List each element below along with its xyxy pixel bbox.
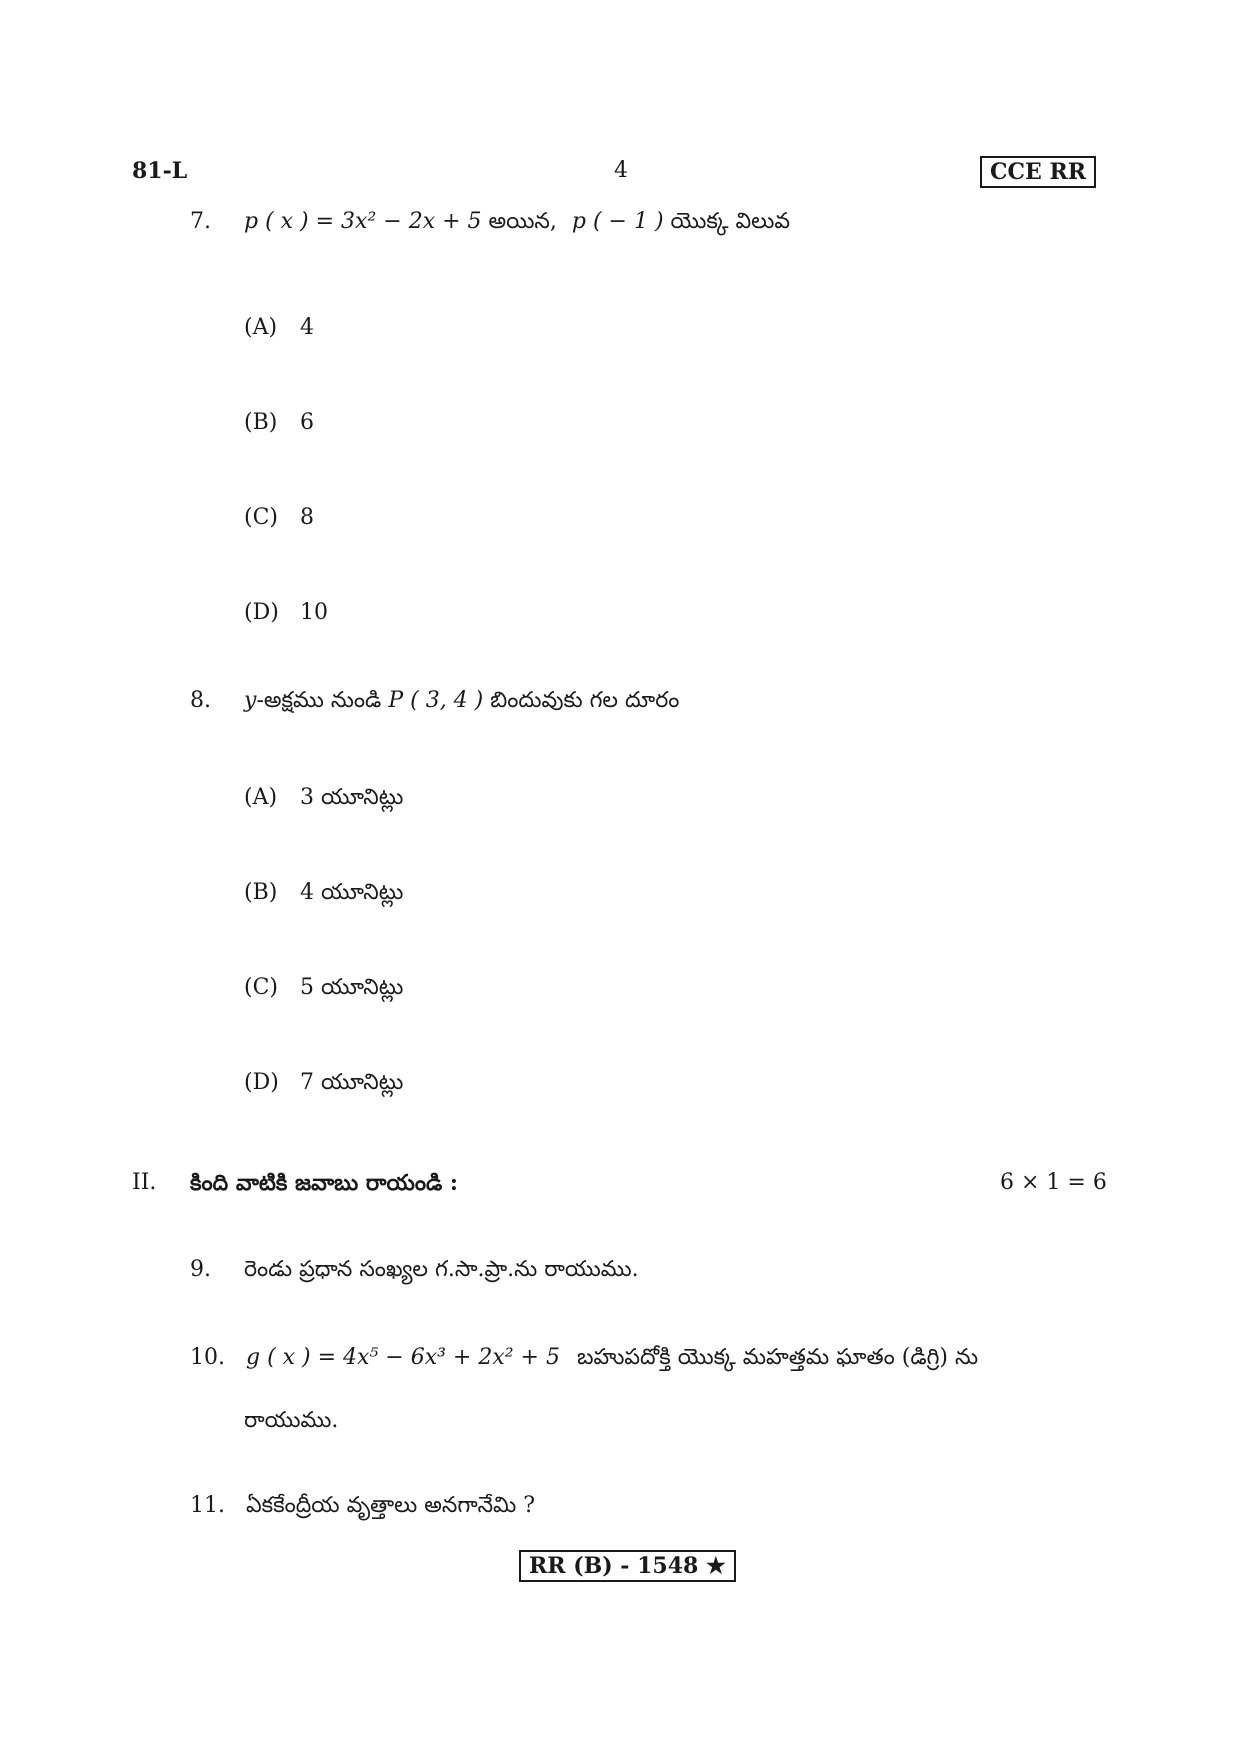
option-text: 10 [300, 600, 328, 625]
question-8 [190, 688, 679, 718]
option-letter: (D) [244, 600, 279, 625]
option-7b [244, 410, 314, 435]
option-8a [244, 785, 403, 815]
question-7-expression: p ( x ) = 3x² − 2x + 5 [244, 209, 482, 234]
option-letter: (B) [244, 410, 278, 435]
option-text: 8 [300, 505, 314, 530]
question-11 [190, 1493, 535, 1523]
question-9-text: రెండు ప్రధాన సంఖ్యల గ.సా.ప్రా.ను రాయుము. [244, 1257, 639, 1282]
option-letter: (C) [244, 975, 278, 1000]
option-text: 4 యూనిట్లు [300, 880, 404, 905]
option-8b [244, 880, 403, 910]
section-numeral: II. [132, 1170, 157, 1195]
question-10-text-1: బహుపదోక్తి యొక్క మహత్తమ ఘాతం (డిగ్రి) ను [576, 1345, 979, 1370]
question-number: 8. [190, 688, 211, 713]
question-number: 10. [190, 1345, 225, 1370]
question-11-text: ఏకకేంద్రీయ వృత్తాలు అనగానేమి ? [246, 1493, 536, 1518]
question-number: 9. [190, 1257, 211, 1282]
option-letter: (B) [244, 880, 278, 905]
option-7c [244, 505, 314, 530]
question-10-expression: g ( x ) = 4x⁵ − 6x³ + 2x² + 5 [246, 1345, 560, 1370]
series-box: CCE RR [980, 156, 1096, 188]
option-8d [244, 1070, 403, 1100]
question-10 [190, 1345, 978, 1375]
footer-code-box: RR (B) - 1548 ★ [519, 1550, 736, 1582]
option-text: 7 యూనిట్లు [300, 1070, 404, 1095]
option-letter: (A) [244, 315, 278, 340]
question-8-variable: y [244, 688, 257, 713]
option-letter: (D) [244, 1070, 279, 1095]
option-7a [244, 315, 314, 340]
paper-code: 81-L [132, 158, 188, 184]
question-9 [190, 1257, 639, 1287]
option-text: 4 [300, 315, 314, 340]
section-title: కింది వాటికి జవాబు రాయండి : [190, 1170, 459, 1196]
question-8-expression: P ( 3, 4 ) [388, 688, 484, 713]
question-7 [190, 209, 790, 239]
page-number: 4 [614, 158, 628, 183]
question-number: 7. [190, 209, 211, 234]
question-10-continuation: రాయుము. [244, 1408, 339, 1433]
option-8c [244, 975, 403, 1005]
question-8-text-2: బిందువుకు గల దూరం [490, 688, 680, 713]
option-text: 5 యూనిట్లు [300, 975, 404, 1000]
option-letter: (A) [244, 785, 278, 810]
option-letter: (C) [244, 505, 278, 530]
question-7-expression-2: p ( − 1 ) [571, 209, 664, 234]
question-8-text-1: -అక్షము నుండి [256, 688, 382, 713]
option-7d [244, 600, 328, 625]
question-7-text-mid: అయిన, [488, 209, 557, 234]
option-text: 6 [300, 410, 314, 435]
question-number: 11. [190, 1493, 225, 1518]
option-text: 3 యూనిట్లు [300, 785, 404, 810]
question-7-text-end: యొక్క విలువ [670, 209, 791, 234]
section-marks: 6 × 1 = 6 [1000, 1170, 1107, 1195]
